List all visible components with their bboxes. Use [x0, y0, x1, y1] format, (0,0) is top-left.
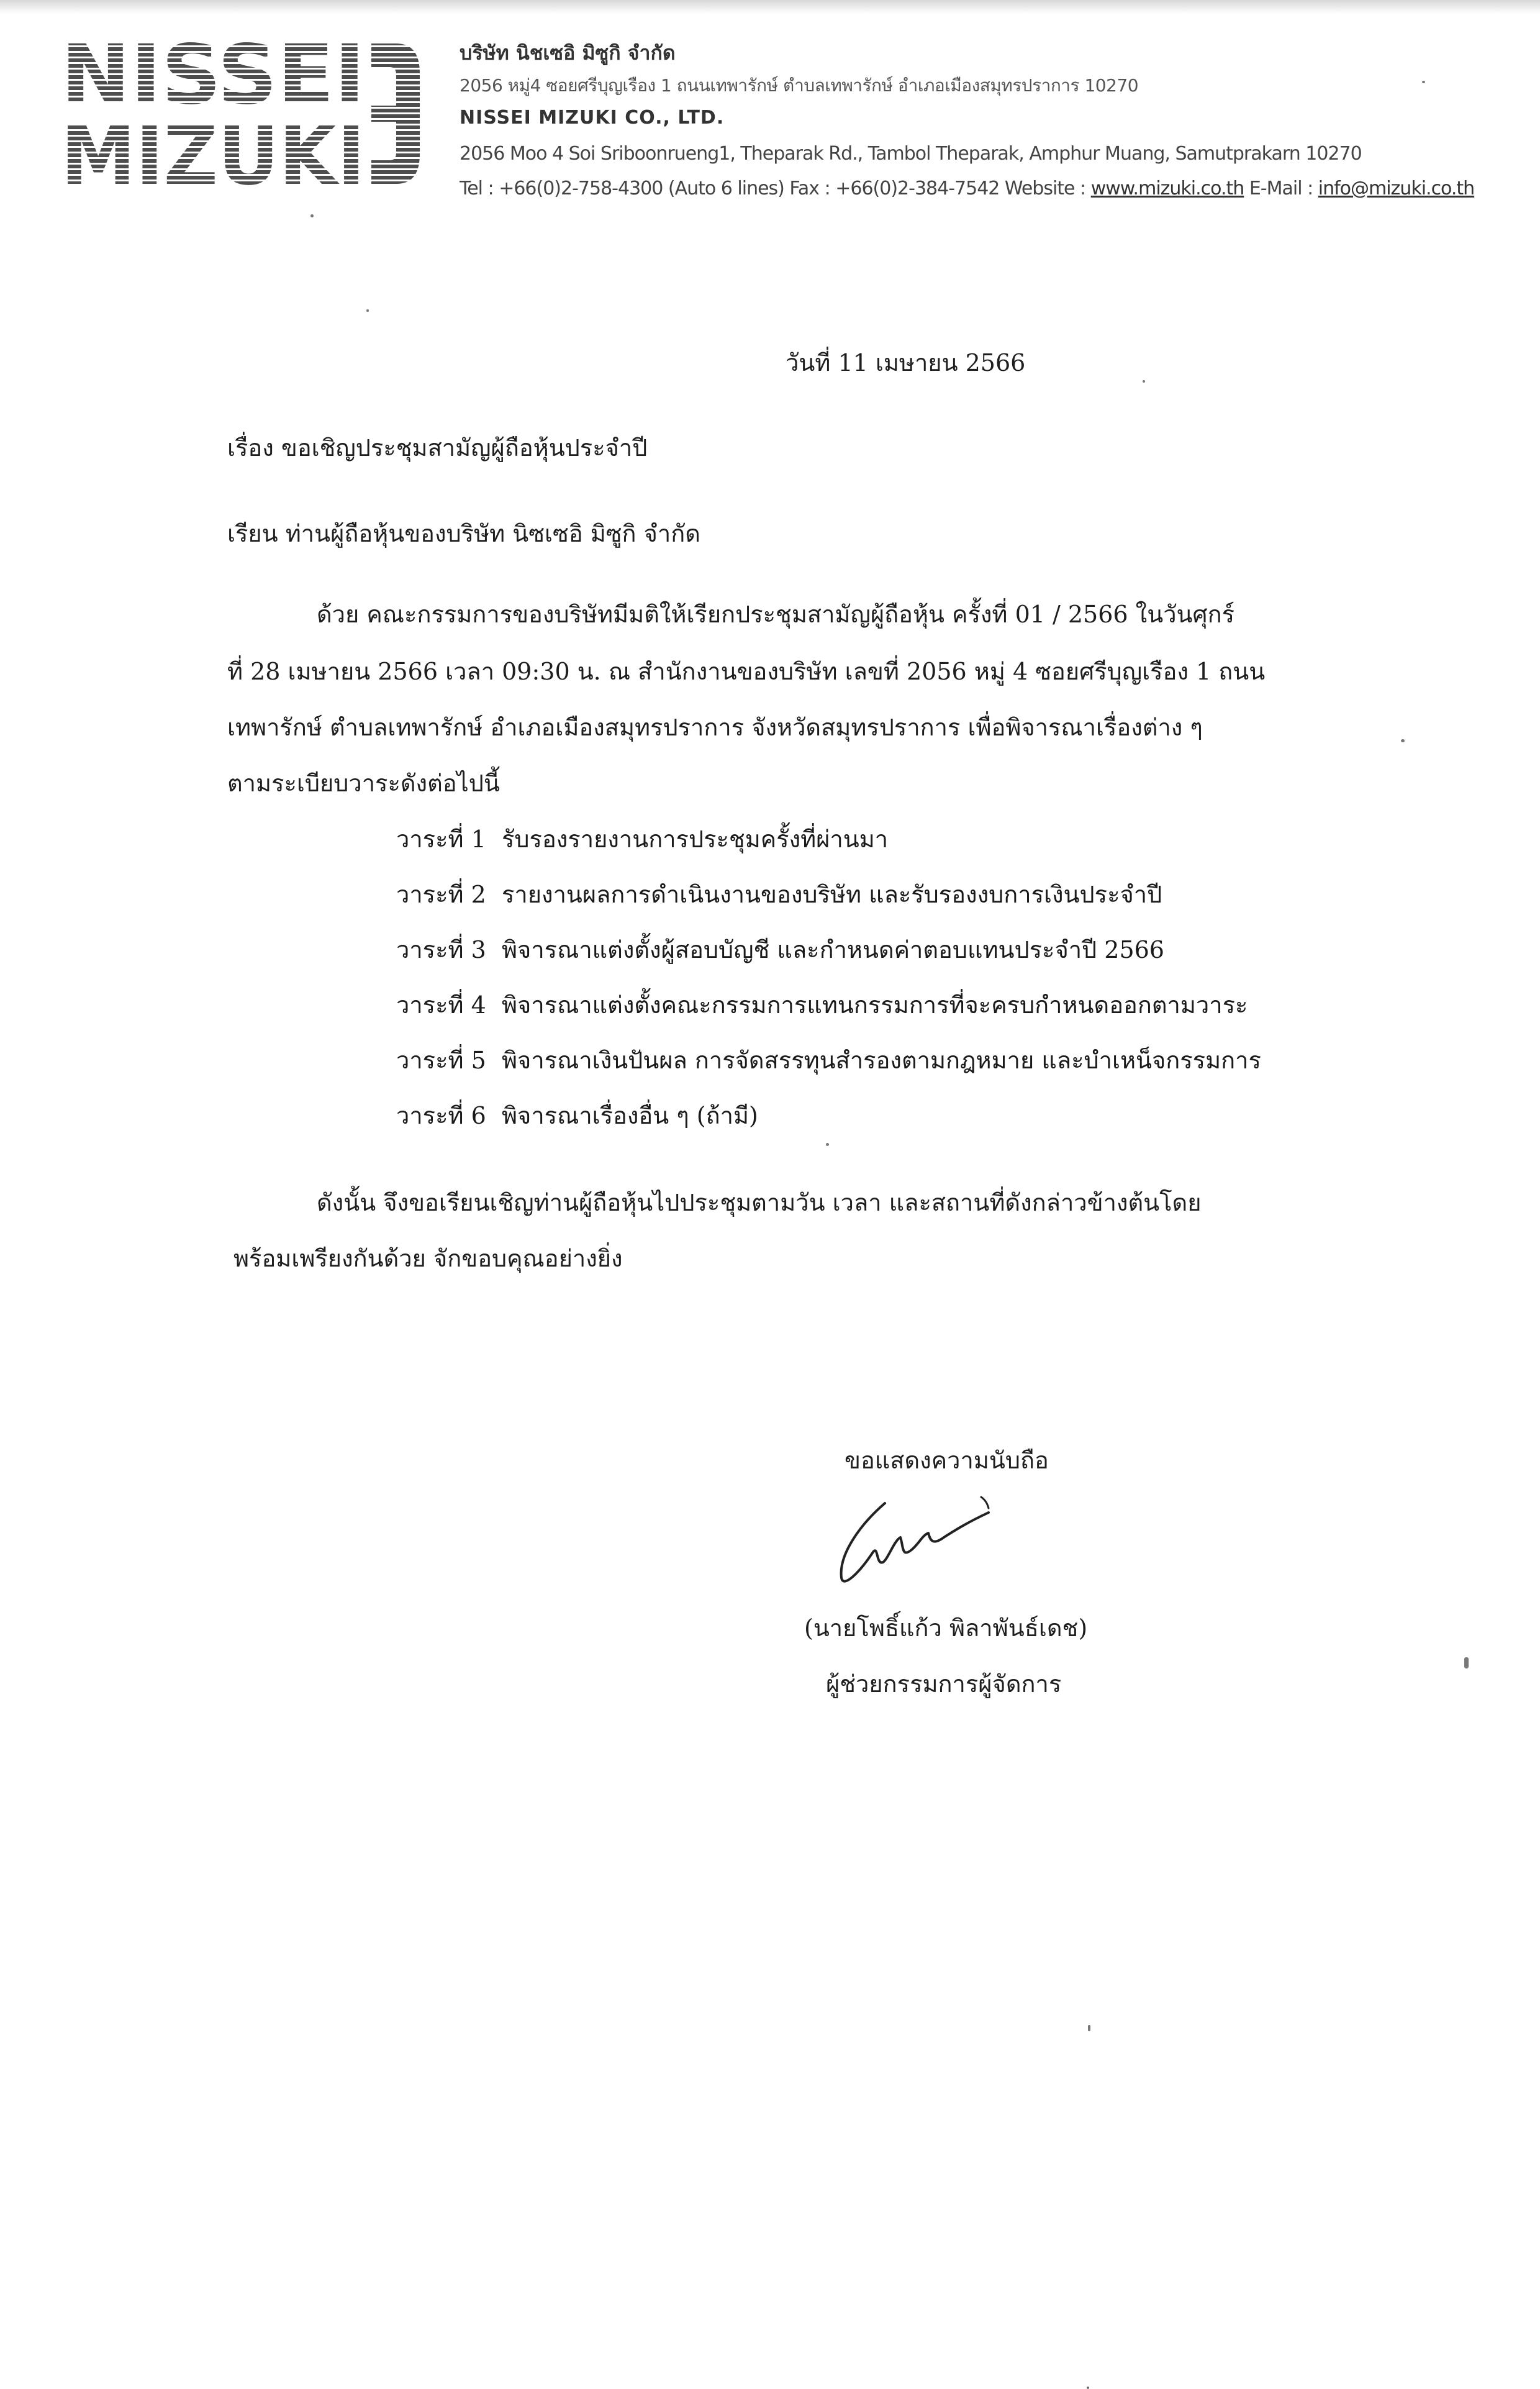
english-company-name: NISSEI MIZUKI CO., LTD.	[460, 107, 725, 129]
agenda-number: วาระที่ 6	[396, 1102, 486, 1129]
contact-line	[460, 178, 1503, 199]
letter-date: วันที่ 11 เมษายน 2566	[786, 349, 1026, 376]
conclusion-line: พร้อมเพรียงกันด้วย จักขอบคุณอย่างยิ่ง	[233, 1245, 623, 1272]
logo-bar-shape	[371, 106, 409, 122]
paragraph-line: เทพารักษ์ ตำบลเทพารักษ์ อำเภอเมืองสมุทรปราการ จังหวัดสมุทรปราการ เพื่อพิจารณาเรื่องต่าง ๆ	[227, 714, 1203, 741]
letter-subject: เรื่อง ขอเชิญประชุมสามัญผู้ถือหุ้นประจำปี	[227, 434, 648, 462]
email-label: E-Mail :	[1244, 178, 1318, 199]
paragraph-line: ตามระเบียบวาระดังต่อไปนี้	[227, 770, 500, 797]
agenda-item	[396, 986, 1261, 1041]
website-link[interactable]: www.mizuki.co.th	[1090, 178, 1244, 199]
logo-word-nissei: NISSEI	[61, 36, 365, 123]
agenda-text: พิจารณาเรื่องอื่น ๆ (ถ้ามี)	[502, 1102, 758, 1129]
agenda-item	[396, 875, 1261, 931]
scan-speck	[1143, 380, 1145, 383]
scan-speck	[826, 1143, 829, 1146]
email-link[interactable]: info@mizuki.co.th	[1318, 178, 1475, 199]
agenda-item	[396, 931, 1261, 986]
handwritten-signature	[826, 1478, 1012, 1596]
scan-speck	[1401, 739, 1405, 742]
scan-speck	[1464, 1657, 1469, 1668]
scan-speck	[1422, 81, 1425, 83]
agenda-text: พิจารณาแต่งตั้งคณะกรรมการแทนกรรมการที่จะครบกำหนดออกตามวาระ	[502, 991, 1248, 1019]
scan-speck	[310, 214, 314, 217]
agenda-item	[396, 1041, 1261, 1096]
scan-speck	[366, 309, 369, 312]
english-company-address: 2056 Moo 4 Soi Sriboonrueng1, Theparak Rd., Tambol Theparak, Amphur Muang, Samutprakarn 10270	[460, 143, 1362, 165]
scan-speck	[1088, 2025, 1090, 2031]
conclusion-line: ดังนั้น จึงขอเรียนเชิญท่านผู้ถือหุ้นไปประชุมตามวัน เวลา และสถานที่ดังกล่าวข้างต้นโดย	[317, 1189, 1202, 1216]
logo-word-mizuki: MIZUKI	[61, 108, 365, 191]
nissei-mizuki-logo	[61, 36, 421, 191]
scan-speck	[1087, 2387, 1089, 2389]
letterhead	[460, 37, 1503, 199]
thai-company-address: 2056 หมู่4 ซอยศรีบุญเรือง 1 ถนนเทพารักษ์ ตำบลเทพารักษ์ อำเภอเมืองสมุทรปราการ 10270	[460, 75, 1139, 96]
paragraph-line: ด้วย คณะกรรมการของบริษัทมีมติให้เรียกประชุมสามัญผู้ถือหุ้น ครั้งที่ 01 / 2566 ในวันศุกร์	[317, 601, 1235, 628]
agenda-text: พิจารณาเงินปันผล การจัดสรรทุนสำรองตามกฎหมาย และบำเหน็จกรรมการ	[502, 1047, 1261, 1074]
contact-phone-fax: Tel : +66(0)2-758-4300 (Auto 6 lines) Fax : +66(0)2-384-7542 Website :	[460, 178, 1091, 199]
agenda-number: วาระที่ 1	[396, 826, 486, 853]
signer-title: ผู้ช่วยกรรมการผู้จัดการ	[826, 1670, 1062, 1698]
agenda-number: วาระที่ 3	[396, 936, 486, 963]
agenda-number: วาระที่ 2	[396, 881, 486, 908]
agenda-number: วาระที่ 5	[396, 1047, 486, 1074]
agenda-list	[396, 820, 1261, 1152]
scan-edge-shadow	[0, 0, 1540, 14]
agenda-item	[396, 820, 1261, 875]
signer-name: (นายโพธิ์แก้ว พิลาพันธ์เดช)	[804, 1614, 1088, 1642]
paragraph-line: ที่ 28 เมษายน 2566 เวลา 09:30 น. ณ สำนักงานของบริษัท เลขที่ 2056 หมู่ 4 ซอยศรีบุญเรือง 1 ถนน	[227, 658, 1266, 685]
thai-company-name: บริษัท นิชเซอิ มิซูกิ จำกัด	[460, 41, 676, 65]
agenda-text: รับรองรายงานการประชุมครั้งที่ผ่านมา	[502, 826, 889, 853]
agenda-number: วาระที่ 4	[396, 991, 486, 1019]
agenda-text: พิจารณาแต่งตั้งผู้สอบบัญชี และกำหนดค่าตอบแทนประจำปี 2566	[502, 936, 1164, 963]
closing-phrase: ขอแสดงความนับถือ	[845, 1447, 1049, 1474]
agenda-text: รายงานผลการดำเนินงานของบริษัท และรับรองงบการเงินประจำปี	[502, 881, 1162, 908]
letter-salutation: เรียน ท่านผู้ถือหุ้นของบริษัท นิซเซอิ มิซูกิ จำกัด	[227, 520, 700, 547]
